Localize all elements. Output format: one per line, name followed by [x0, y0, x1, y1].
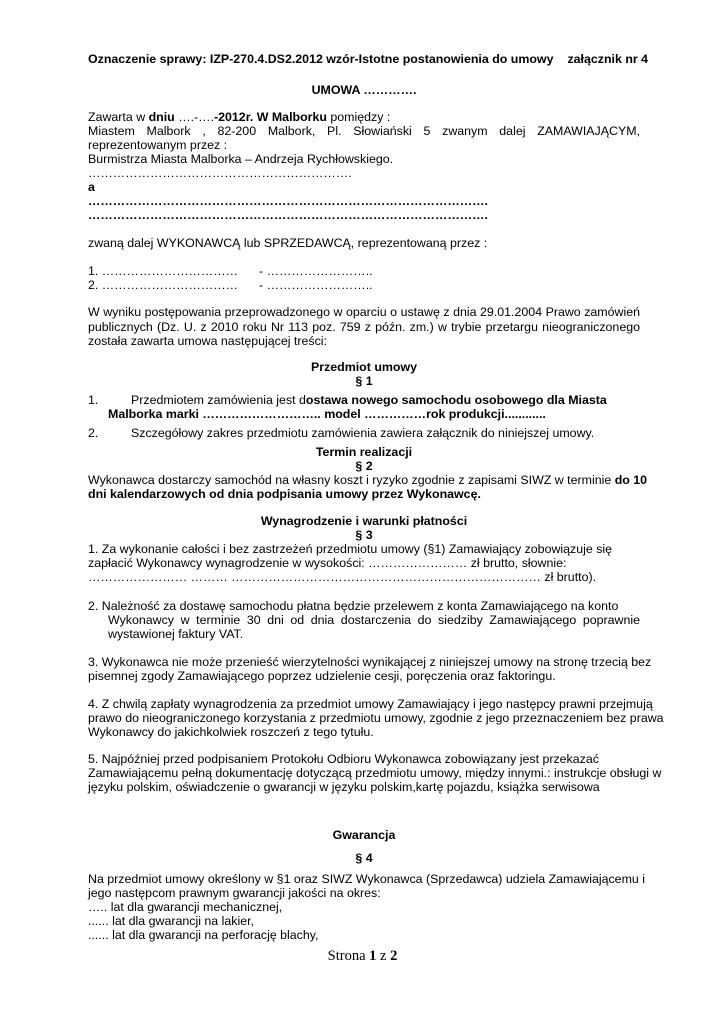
- s3-p2-l3: wystawionej faktury VAT.: [108, 627, 244, 641]
- intro-line-2: publicznych (Dz. U. z 2010 roku Nr 113 poz. 759 z późn. zm.) w trybie przetargu nieograniczonego: [88, 320, 640, 334]
- s3-p3-l1: 3. Wykonawca nie może przenieść wierzytelności wynikającej z niniejszej umowy na stronę trzecią bez: [88, 655, 652, 669]
- s1-item-1: 1. Przedmiotem zamówienia jest dostawa nowego samochodu osobowego dla Miasta: [88, 393, 607, 407]
- intro-line-3: została zawarta umowa następującej treści:: [88, 334, 327, 348]
- s3-p5-l2: Zamawiającemu pełną dokumentację dotyczącą przedmiotu umowy, między innymi.: instrukcje obsługi w: [88, 766, 662, 780]
- section-2-heading: Termin realizacji: [315, 445, 413, 459]
- contractor-blank-2: …………………………………………………………………………………….: [88, 208, 488, 222]
- representative-1: 1. …………………………… - ……………………..: [88, 264, 373, 278]
- case-ref-text: Oznaczenie sprawy: IZP-270.4.DS2.2012 wzór-Istotne postanowienia do umowy: [88, 52, 554, 66]
- section-3-heading: Wynagrodzenie i warunki płatności: [260, 514, 468, 528]
- s1-item-1-cont: Malborka marki ……………………….. model ……………rok produkcji............: [108, 407, 546, 421]
- section-1-heading: Przedmiot umowy: [310, 360, 418, 374]
- page-footer: Strona 1 z 2: [327, 948, 398, 964]
- contract-date-line: Zawarta w dniu ….-….-2012r. W Malborku pomiędzy :: [88, 110, 391, 124]
- s1-item-2: 2. Szczegółowy zakres przedmiotu zamówienia zawiera załącznik do niniejszej umowy.: [88, 426, 595, 440]
- warranty-perforation: ...... lat dla gwarancji na perforację blachy,: [88, 928, 319, 942]
- section-2-number: § 2: [355, 459, 373, 473]
- s2-line-1: Wykonawca dostarczy samochód na własny koszt i ryzyko zgodnie z zapisami SIWZ w terminie do 10: [88, 473, 648, 487]
- warranty-paint: ...... lat dla gwarancji na lakier,: [88, 914, 254, 928]
- s3-p1-l3: …………………… ……… ………………………………………………………………… zł brutto).: [88, 570, 597, 584]
- section-4-number: § 4: [355, 851, 373, 865]
- section-4-heading: Gwarancja: [332, 828, 396, 842]
- warranty-mechanical: ….. lat dla gwarancji mechanicznej,: [88, 900, 283, 914]
- s3-p5-l1: 5. Najpóźniej przed podpisaniem Protokołu Odbioru Wykonawca zobowiązany jest przekazać: [88, 752, 599, 766]
- s3-p4-l2: prawo do nieograniczonego korzystania z przedmiotu umowy, zgodnie z jego przeznaczeniem bez prawa: [88, 711, 664, 725]
- s4-line-2: jego następcom prawnym gwarancji jakości na okres:: [88, 886, 381, 900]
- represented-by: reprezentowanym przez :: [88, 138, 228, 152]
- contractor-line: zwaną dalej WYKONAWCĄ lub SPRZEDAWCĄ, reprezentowaną przez :: [88, 236, 488, 250]
- s3-p5-l3: języku polskim, oświadczenie o gwarancji w języku polskim,kartę pojazdu, książka serwisowa: [88, 780, 600, 794]
- s3-p1-l1: 1. Za wykonanie całości i bez zastrzeżeń przedmiotu umowy (§1) Zamawiający zobowiązuje się: [88, 542, 613, 556]
- contract-title: UMOWA ………….: [311, 83, 417, 97]
- mayor-line: Burmistrza Miasta Malborka – Andrzeja Rychłowskiego.: [88, 152, 394, 166]
- employer-line: Miastem Malbork , 82-200 Malbork, Pl. Słowiański 5 zwanym dalej ZAMAWIAJĄCYM,: [88, 124, 640, 138]
- representative-2: 2. …………………………… - ……………………..: [88, 278, 373, 292]
- attachment-label: załącznik nr 4: [567, 52, 649, 66]
- contractor-blank-1: …………………………………………………………………………………….: [88, 194, 488, 208]
- s3-p2-l1: 2. Należność za dostawę samochodu płatna będzie przelewem z konta Zamawiającego na konto: [88, 599, 619, 613]
- s3-p4-l1: 4. Z chwilą zapłaty wynagrodzenia za przedmiot umowy Zamawiający i jego następcy prawni przejmują: [88, 697, 653, 711]
- s3-p2-l2: Wykonawcy w terminie 30 dni od dnia dostarczenia do siedziby Zamawiającego poprawnie: [108, 613, 640, 627]
- s2-line-2: dni kalendarzowych od dnia podpisania umowy przez Wykonawcę.: [88, 487, 481, 501]
- and-label: a: [88, 180, 95, 194]
- section-1-number: § 1: [355, 374, 373, 388]
- s3-p1-l2: zapłacić Wykonawcy wynagrodzenie w wysokości: …………………… zł brutto, słownie:: [88, 556, 567, 570]
- s4-line-1: Na przedmiot umowy określony w §1 oraz SIWZ Wykonawca (Sprzedawca) udziela Zamawiającemu i: [88, 872, 645, 886]
- blank-line: ……………………………………………………….: [88, 166, 352, 180]
- section-3-number: § 3: [355, 528, 373, 542]
- case-reference: [88, 52, 648, 66]
- s3-p4-l3: Wykonawcy do jakichkolwiek roszczeń z tego tytułu.: [88, 725, 374, 739]
- intro-line-1: W wyniku postępowania przeprowadzonego w oparciu o ustawę z dnia 29.01.2004 Prawo zamówień: [88, 305, 640, 319]
- s3-p3-l2: pisemnej zgody Zamawiającego poprzez udzielenie cesji, poręczenia oraz faktoringu.: [88, 669, 556, 683]
